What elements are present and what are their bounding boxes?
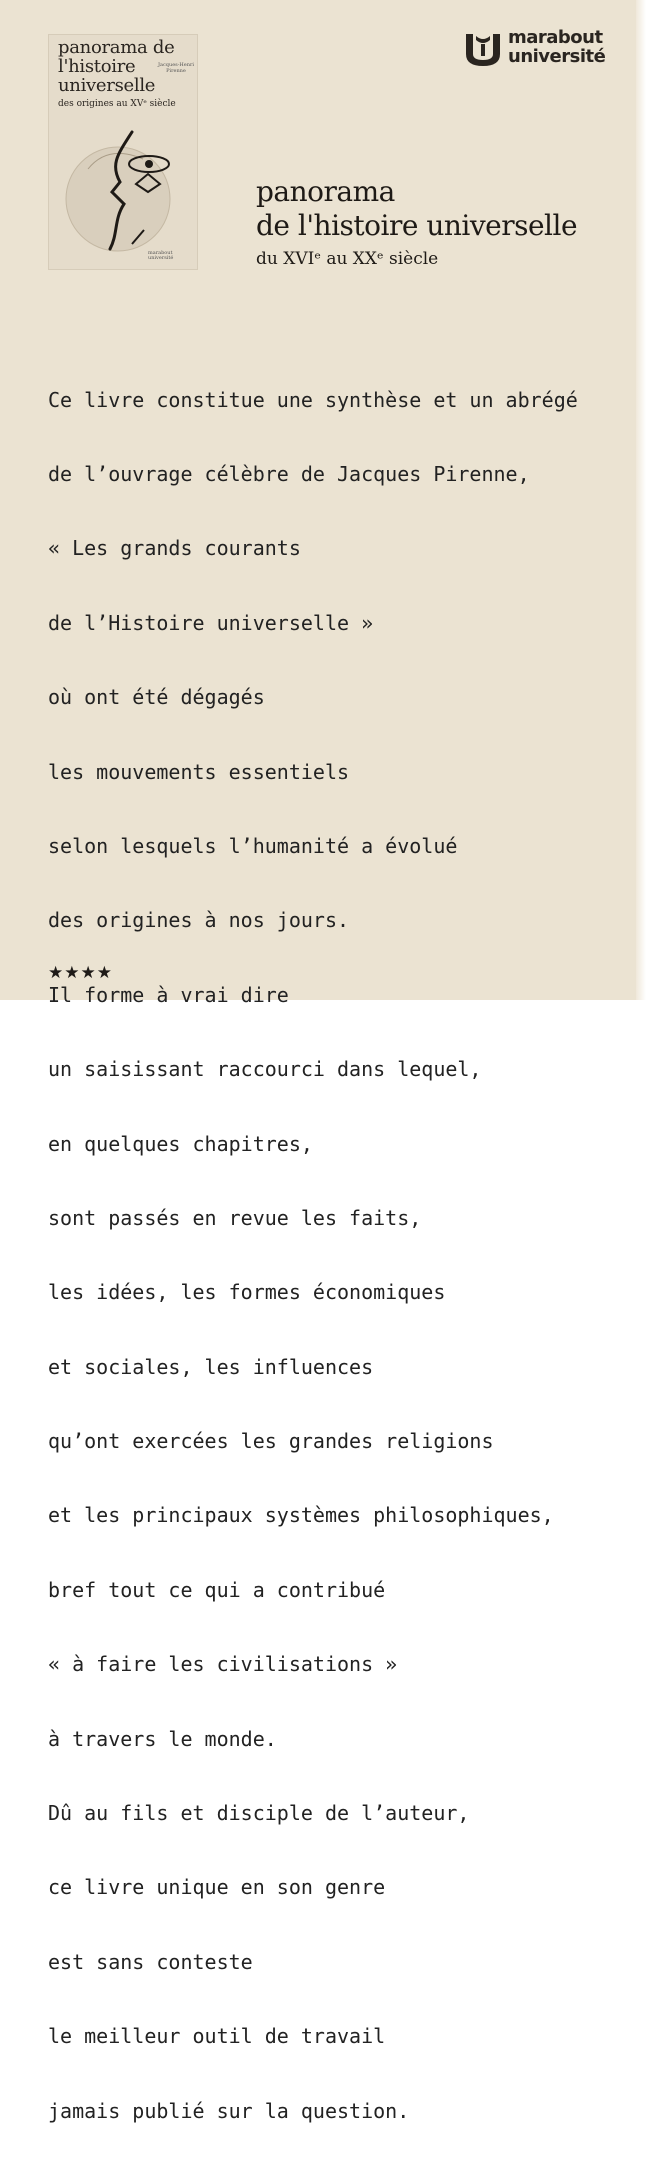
description-line: selon lesquels l’humanité a évolué: [48, 833, 458, 858]
description-line: les idées, les formes économiques: [48, 1280, 446, 1305]
description-line: de l’ouvrage célèbre de Jacques Pirenne,: [48, 461, 530, 486]
description-line: bref tout ce qui a contribué: [48, 1577, 386, 1602]
description-line: sont passés en revue les faits,: [48, 1205, 422, 1230]
description-line: Dû au fils et disciple de l’auteur,: [48, 1801, 470, 1826]
description-line: de l’Histoire universelle »: [48, 610, 374, 635]
rating-stars: ★★★★: [48, 963, 113, 983]
front-cover-thumbnail: [48, 34, 198, 270]
description-line: et les principaux systèmes philosophiques,: [48, 1503, 554, 1528]
thumbnail-title-line-1: panorama de: [58, 37, 175, 58]
description-line: des origines à nos jours.: [48, 908, 350, 933]
thumbnail-title-line-3: universelle: [58, 75, 156, 96]
description-line: à travers le monde.: [48, 1726, 277, 1751]
description-line: et sociales, les influences: [48, 1354, 374, 1379]
title-line-1: panorama: [256, 175, 395, 208]
description-line: Ce livre constitue une synthèse et un abrégé: [48, 387, 578, 412]
book-description: [48, 338, 628, 2173]
description-line: en quelques chapitres,: [48, 1131, 313, 1156]
thumbnail-subtitle: des origines au XVᵉ siècle: [58, 99, 176, 109]
description-line: où ont été dégagés: [48, 685, 265, 710]
title-subtitle: du XVIᵉ au XXᵉ siècle: [256, 249, 439, 269]
description-line: les mouvements essentiels: [48, 759, 350, 784]
publisher-line-1: marabout: [508, 27, 603, 48]
marabout-logo-icon: [463, 30, 503, 68]
description-line: qu’ont exercées les grandes religions: [48, 1429, 494, 1454]
thumbnail-author: Jacques-Henri Pirenne: [158, 62, 194, 74]
publisher-name: [508, 28, 605, 66]
description-line: un saisissant raccourci dans lequel,: [48, 1057, 482, 1082]
description-line: jamais publié sur la question.: [48, 2098, 410, 2123]
thumbnail-publisher: marabout université: [148, 250, 174, 261]
description-line: le meilleur outil de travail: [48, 2024, 386, 2049]
title-line-2: de l'histoire universelle: [256, 209, 578, 242]
thumbnail-title-line-2: l'histoire: [58, 56, 136, 77]
description-line: Il forme à vrai dire: [48, 982, 289, 1007]
description-line: est sans conteste: [48, 1949, 253, 1974]
description-line: ce livre unique en son genre: [48, 1875, 386, 1900]
description-line: « Les grands courants: [48, 536, 301, 561]
publisher-line-2: université: [508, 46, 606, 67]
description-line: « à faire les civilisations »: [48, 1652, 398, 1677]
